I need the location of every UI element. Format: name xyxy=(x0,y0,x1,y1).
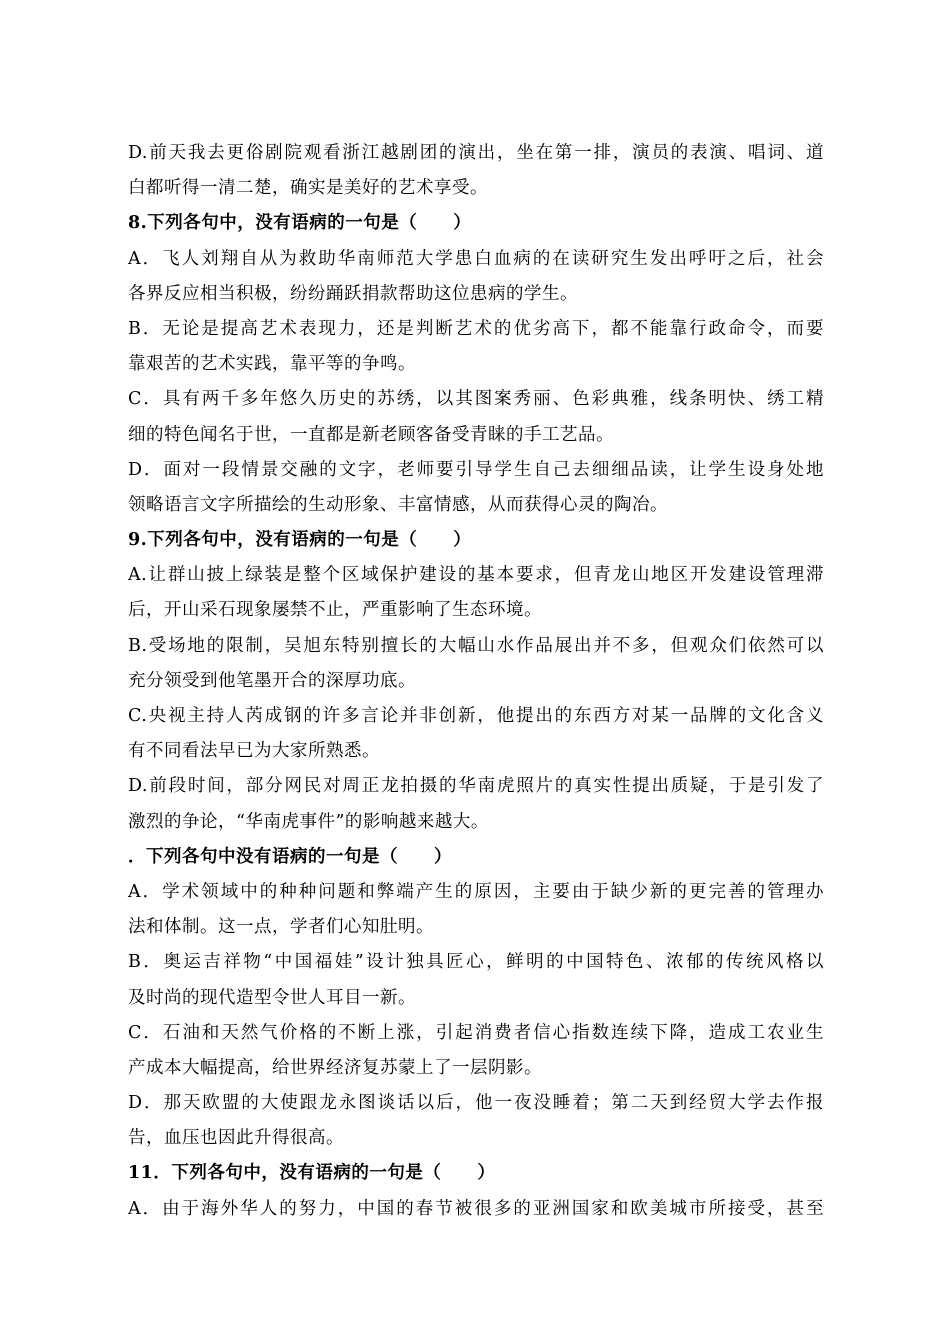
text-line: D．那天欧盟的大使跟龙永图谈话以后，他一夜没睡着；第二天到经贸大学去作报 xyxy=(128,1093,824,1114)
text-line: 告，血压也因此升得很高。 xyxy=(128,1128,344,1149)
document-page xyxy=(128,136,824,1227)
question-heading: ．下列各句中没有语病的一句是（ ） xyxy=(128,846,452,867)
question-heading: 9.下列各句中，没有语病的一句是（ ） xyxy=(128,530,472,551)
text-line: 领略语言文字所描绘的生动形象、丰富情感，从而获得心灵的陶冶。 xyxy=(128,494,668,515)
text-line: 充分领受到他笔墨开合的深厚功底。 xyxy=(128,670,416,691)
text-line: A.让群山披上绿装是整个区域保护建设的基本要求，但青龙山地区开发建设管理滞 xyxy=(128,565,824,586)
text-line: C．石油和天然气价格的不断上涨，引起消费者信心指数连续下降，造成工农业生 xyxy=(128,1022,824,1043)
text-line: A．飞人刘翔自从为救助华南师范大学患白血病的在读研究生发出呼吁之后，社会 xyxy=(128,248,824,269)
text-line: B.受场地的限制，吴旭东特别擅长的大幅山水作品展出并不多，但观众们依然可以 xyxy=(128,635,824,656)
question-heading: 8.下列各句中，没有语病的一句是（ ） xyxy=(128,213,472,234)
text-line: A．由于海外华人的努力，中国的春节被很多的亚洲国家和欧美城市所接受，甚至 xyxy=(128,1198,824,1219)
text-line: 有不同看法早已为大家所熟悉。 xyxy=(128,741,380,762)
text-line: 激烈的争论，“华南虎事件”的影响越来越大。 xyxy=(128,811,489,832)
text-line: B．无论是提高艺术表现力，还是判断艺术的优劣高下，都不能靠行政命令，而要 xyxy=(128,318,824,339)
question-heading: 11．下列各句中，没有语病的一句是（ ） xyxy=(128,1163,496,1184)
text-line: C．具有两千多年悠久历史的苏绣，以其图案秀丽、色彩典雅，线条明快、绣工精 xyxy=(128,389,824,410)
text-line: D.前天我去更俗剧院观看浙江越剧团的演出，坐在第一排，演员的表演、唱词、道 xyxy=(128,143,824,163)
text-line: 法和体制。这一点，学者们心知肚明。 xyxy=(128,917,434,938)
text-line: 后，开山采石现象屡禁不止，严重影响了生态环境。 xyxy=(128,600,542,621)
text-line: D．面对一段情景交融的文字，老师要引导学生自己去细细品读，让学生设身处地 xyxy=(128,459,824,480)
text-line: 各界反应相当积极，纷纷踊跃捐款帮助这位患病的学生。 xyxy=(128,283,578,304)
text-line: 及时尚的现代造型令世人耳目一新。 xyxy=(128,987,416,1008)
text-line: A．学术领域中的种种问题和弊端产生的原因，主要由于缺少新的更完善的管理办 xyxy=(128,881,824,902)
text-line: 细的特色闻名于世，一直都是新老顾客备受青睐的手工艺品。 xyxy=(128,424,614,445)
text-line: C.央视主持人芮成钢的许多言论并非创新，他提出的东西方对某一品牌的文化含义 xyxy=(128,706,824,726)
text-line: 产成本大幅提高，给世界经济复苏蒙上了一层阴影。 xyxy=(128,1057,542,1078)
text-line: B．奥运吉祥物“中国福娃”设计独具匠心，鲜明的中国特色、浓郁的传统风格以 xyxy=(128,952,824,973)
text-line: D.前段时间，部分网民对周正龙拍摄的华南虎照片的真实性提出质疑，于是引发了 xyxy=(128,776,824,797)
text-line: 靠艰苦的艺术实践，靠平等的争鸣。 xyxy=(128,354,416,375)
text-line: 白都听得一清二楚，确实是美好的艺术享受。 xyxy=(128,178,488,199)
